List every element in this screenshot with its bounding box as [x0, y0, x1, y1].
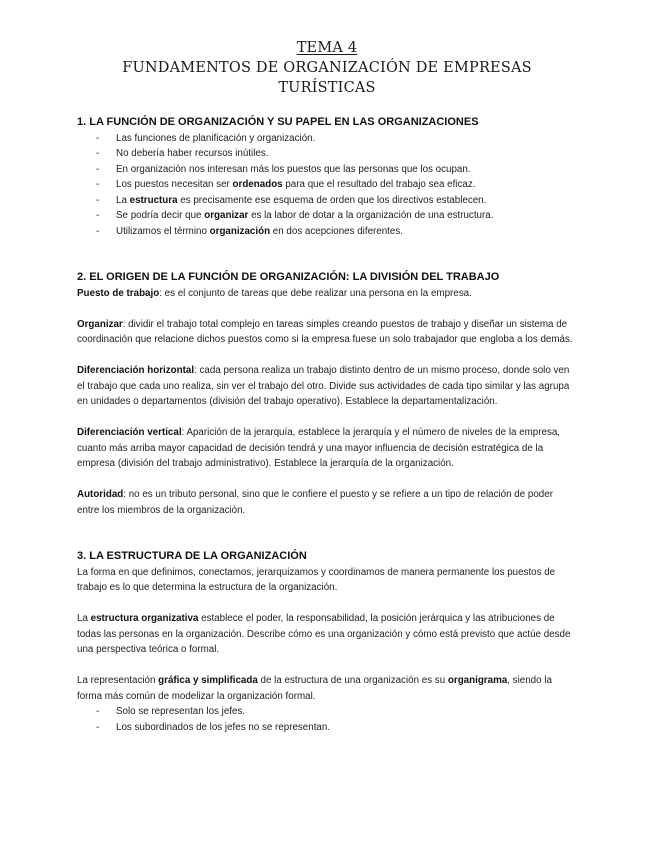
list-item: - Los puestos necesitan ser ordenados para que el resultado del trabajo sea eficaz. — [96, 177, 577, 193]
list-item: - Los subordinados de los jefes no se representan. — [96, 720, 577, 736]
definition-autoridad: Autoridad: no es un tributo personal, sino que le confiere el puesto y se refiere a un tipo de relación de poder entre los miembros de la organización. — [77, 489, 553, 516]
definition-puesto: Puesto de trabajo: es el conjunto de tareas que debe realizar una persona en la empresa. — [77, 287, 472, 299]
paragraph-estructura: La estructura organizativa establece el poder, la responsabilidad, la posición jerárquica y las atribuciones de todas las personas en la organización. Describe cómo es una organización y cómo está previsto que actúe desde una perspectiva teórica o formal. — [77, 613, 571, 655]
list-item: - En organización nos interesan más los puestos que las personas que los ocupan. — [96, 162, 577, 178]
section-1-list — [77, 131, 577, 240]
section-3-intro: La forma en que definimos, conectamos, jerarquizamos y coordinamos de manera permanente los puestos de trabajo es lo que determina la estructura de la organización. — [77, 566, 556, 593]
section-3-heading: 3. LA ESTRUCTURA DE LA ORGANIZACIÓN — [77, 550, 307, 562]
section-2-heading: 2. EL ORIGEN DE LA FUNCIÓN DE ORGANIZACIÓN: LA DIVISIÓN DEL TRABAJO — [77, 271, 500, 283]
list-item: - Las funciones de planificación y organización. — [96, 131, 577, 147]
list-item: - Se podría decir que organizar es la labor de dotar a la organización de una estructura. — [96, 208, 577, 224]
topic-number: TEMA 4 — [296, 40, 358, 56]
paragraph-organigrama: La representación gráfica y simplificada de la estructura de una organización es su organigrama, siendo la forma más común de modelizar la organización formal. — [77, 675, 552, 702]
section-1-heading: 1. LA FUNCIÓN DE ORGANIZACIÓN Y SU PAPEL EN LAS ORGANIZACIONES — [77, 116, 479, 128]
definition-organizar: Organizar: dividir el trabajo total complejo en tareas simples creando puestos de trabajo y diseñar un sistema de coordinación que relacione dichos puestos como si la empresa fuese un solo trabajador que engloba a los demás. — [77, 318, 573, 345]
definition-horizontal: Diferenciación horizontal: cada persona realiza un trabajo distinto dentro de un mismo proceso, donde solo ven el trabajo que cada uno realiza, sin ver el trabajo del otro. Divide sus actividades de cada tipo similar y las agrupa en unidades o departamentos (división del trabajo operativo). Establece la departamentalización. — [77, 365, 570, 407]
definition-vertical: Diferenciación vertical: Aparición de la jerarquía, establece la jerarquía y el número de niveles de la empresa, cuanto más arriba mayor capacidad de decisión tendrá y una mayor influencia de decisión estratégica de la empresa (división del trabajo administrativo). Establece la jerarquía de la organización. — [77, 427, 561, 469]
topic-title: FUNDAMENTOS DE ORGANIZACIÓN DE EMPRESAS TURÍSTICAS — [122, 60, 532, 96]
list-item: - Utilizamos el término organización en dos acepciones diferentes. — [96, 224, 577, 240]
list-item: - La estructura es precisamente ese esquema de orden que los directivos establecen. — [96, 193, 577, 209]
section-3-list — [77, 704, 577, 735]
document-title — [77, 38, 577, 98]
list-item: - Solo se representan los jefes. — [96, 704, 577, 720]
document-page — [77, 38, 577, 735]
list-item: - No debería haber recursos inútiles. — [96, 146, 577, 162]
